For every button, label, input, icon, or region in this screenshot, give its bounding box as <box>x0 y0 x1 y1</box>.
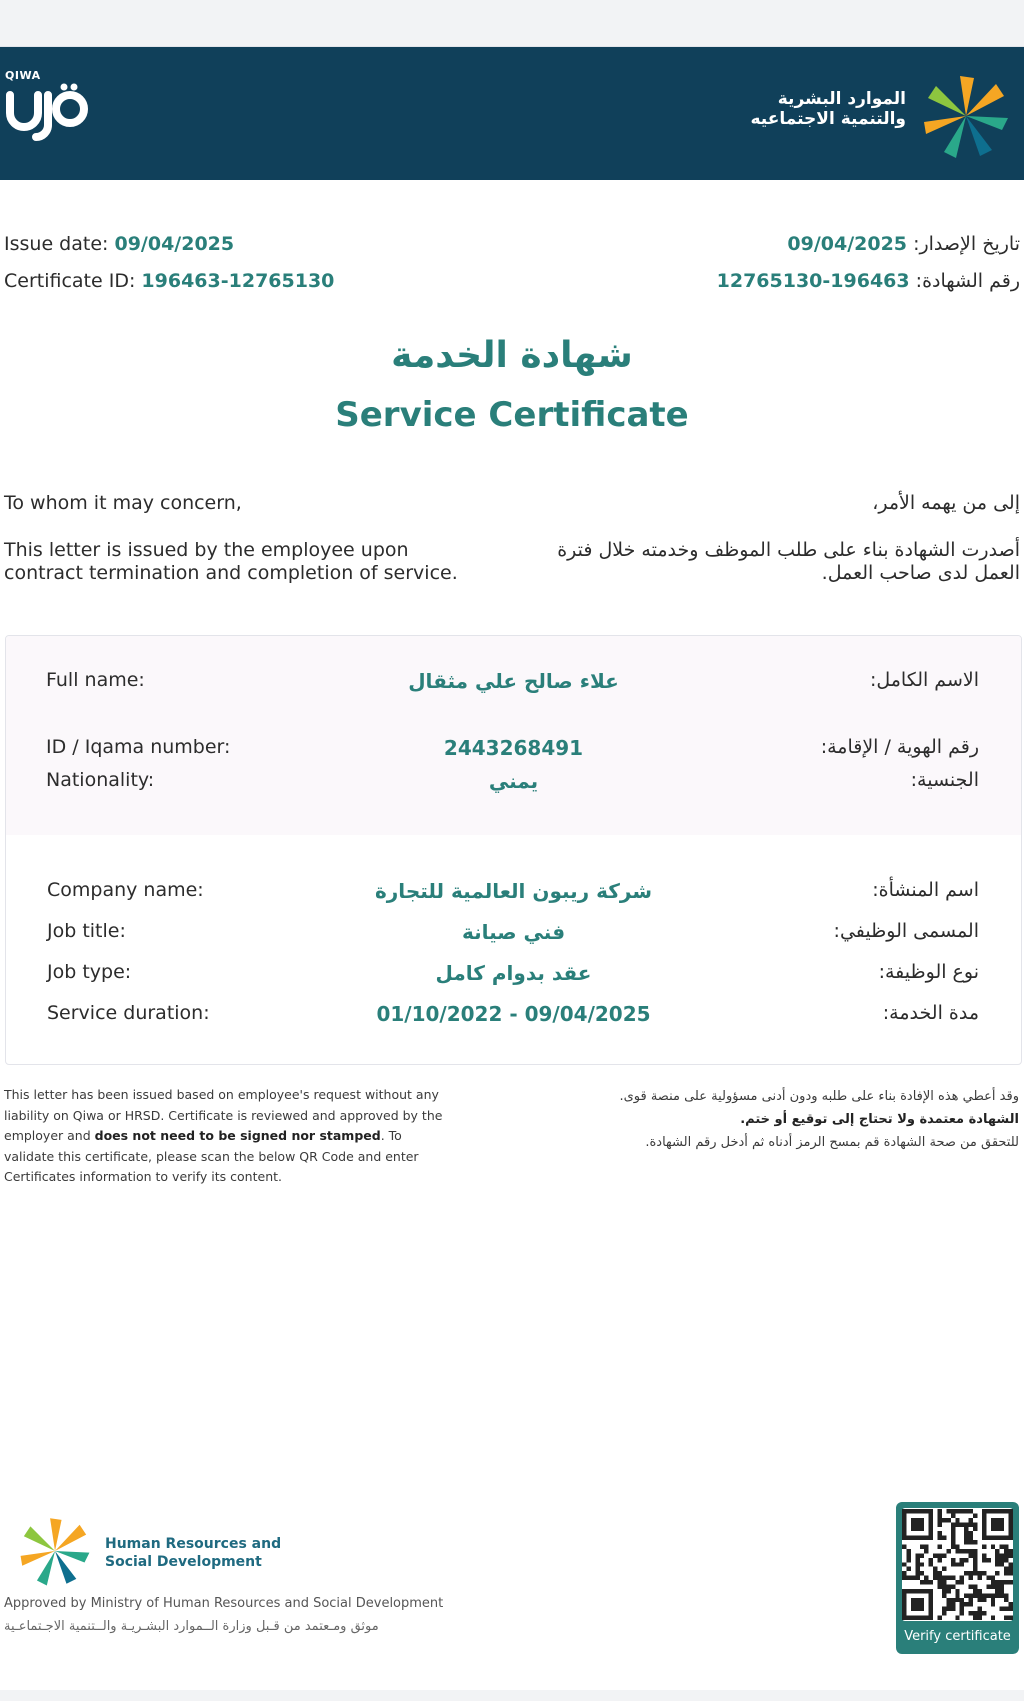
qr-code-icon <box>902 1508 1013 1621</box>
nationality-label-ar: الجنسية: <box>910 769 979 791</box>
verify-certificate-button[interactable] <box>896 1502 1019 1654</box>
full-name-label-en: Full name: <box>46 669 145 691</box>
issue-date-ar <box>787 233 1020 255</box>
full-name-label-ar: الاسم الكامل: <box>869 669 979 691</box>
disclaimer-en <box>4 1085 454 1188</box>
qiwa-logo-text: QIWA <box>5 69 41 82</box>
service-duration-value: 01/10/2022 - 09/04/2025 <box>376 1002 651 1026</box>
footer-star-icon <box>10 1515 100 1587</box>
page-title-ar: شهادة الخدمة <box>391 335 633 376</box>
disclaimer-ar-line2: الشهادة معتمدة ولا تحتاج إلى توقيع أو ختم. <box>740 1112 1019 1127</box>
job-type-value: عقد بدوام كامل <box>435 961 592 985</box>
job-type-row <box>6 961 1021 991</box>
footer-logo-text <box>105 1535 281 1571</box>
id-value: 2443268491 <box>443 736 584 760</box>
service-duration-row <box>6 1002 1021 1032</box>
job-type-label-ar: نوع الوظيفة: <box>878 961 979 983</box>
issue-date-value-ar: 09/04/2025 <box>787 233 908 255</box>
top-strip <box>0 0 1024 47</box>
certificate-id-value-en: 196463-12765130 <box>141 270 335 292</box>
greeting-en: To whom it may concern, <box>4 492 242 514</box>
nationality-row <box>6 769 1021 799</box>
ministry-name-ar-line2: والتنمية الاجتماعيه <box>750 109 906 129</box>
qiwa-logo <box>4 69 94 169</box>
ministry-star-icon <box>916 71 1016 161</box>
service-duration-label-ar: مدة الخدمة: <box>882 1002 979 1024</box>
nationality-label-en: Nationality: <box>46 769 155 791</box>
approved-by-ar: موثق ومـعتمد من قـبل وزارة الــموارد البشـريـة والــتنمية الاجـتماعـية <box>4 1619 379 1634</box>
footer-ministry-logo <box>10 1515 282 1590</box>
bottom-strip <box>0 1690 1024 1701</box>
intro-body-en: This letter is issued by the employee upon contract termination and completion of service. <box>4 539 458 584</box>
certificate-id-value-ar: 196463-12765130 <box>716 270 910 292</box>
job-title-label-ar: المسمى الوظيفي: <box>833 920 979 942</box>
disclaimer-ar <box>549 1085 1019 1154</box>
ministry-logo <box>750 71 1016 161</box>
full-name-value: علاء صالح علي مثقال <box>408 669 619 693</box>
id-row <box>6 736 1021 766</box>
disclaimer-en-bold: does not need to be signed nor stamped <box>94 1128 381 1143</box>
issue-date-label-en: Issue date: <box>4 233 109 255</box>
full-name-row <box>6 669 1021 699</box>
job-title-value: فني صيانة <box>461 920 566 944</box>
issue-date-value-en: 09/04/2025 <box>114 233 235 255</box>
certificate-id-en <box>4 270 334 292</box>
footer-logo-line2: Social Development <box>105 1554 262 1570</box>
company-label-ar: اسم المنشأة: <box>872 879 979 901</box>
certificate-id-ar <box>717 270 1020 292</box>
qr-code[interactable] <box>902 1508 1013 1621</box>
footer-logo-line1: Human Resources and <box>105 1536 282 1552</box>
certificate-id-label-en: Certificate ID: <box>4 270 136 292</box>
job-title-row <box>6 920 1021 950</box>
ministry-name-ar-line1: الموارد البشرية <box>777 89 906 109</box>
ministry-name-ar <box>750 89 906 129</box>
certificate-id-label-ar: رقم الشهادة: <box>915 270 1020 292</box>
company-label-en: Company name: <box>47 879 204 901</box>
page-title-en: Service Certificate <box>335 395 689 435</box>
verify-certificate-label: Verify certificate <box>904 1629 1011 1644</box>
disclaimer-ar-line3: للتحقق من صحة الشهادة قم بمسح الرمز أدناه ثم أدخل رقم الشهادة. <box>645 1135 1019 1150</box>
service-duration-label-en: Service duration: <box>47 1002 210 1024</box>
header-banner <box>0 47 1024 180</box>
approved-by-en: Approved by Ministry of Human Resources and Social Development <box>4 1596 444 1611</box>
job-title-label-en: Job title: <box>47 920 126 942</box>
intro-body-ar: أصدرت الشهادة بناء على طلب الموظف وخدمته خلال فترة العمل لدى صاحب العمل. <box>557 539 1020 584</box>
greeting-ar: إلى من يهمه الأمر، <box>872 492 1020 514</box>
qiwa-logo-icon <box>4 83 88 143</box>
disclaimer-ar-line1: وقد أعطي هذه الإفادة بناء على طلبه ودون أدنى مسؤولية على منصة قوى. <box>619 1089 1019 1104</box>
disclaimer-en-part2: . To validate this certificate, please scan the below QR Code and enter Certificates information to verify its content. <box>4 1128 419 1184</box>
disclaimer-en-part1: This letter has been issued based on employee's request without any liability on Qiwa or HRSD. Certificate is reviewed and approved by the employer and <box>4 1087 443 1143</box>
issue-date-en <box>4 233 234 255</box>
issue-date-label-ar: تاريخ الإصدار: <box>913 233 1020 255</box>
job-type-label-en: Job type: <box>47 961 132 983</box>
id-label-en: ID / Iqama number: <box>46 736 231 758</box>
company-row <box>6 879 1021 909</box>
nationality-value: يمني <box>488 769 539 793</box>
company-value: شركة ريبون العالمية للتجارة <box>374 879 652 903</box>
id-label-ar: رقم الهوية / الإقامة: <box>820 736 979 758</box>
details-card <box>5 635 1022 1065</box>
